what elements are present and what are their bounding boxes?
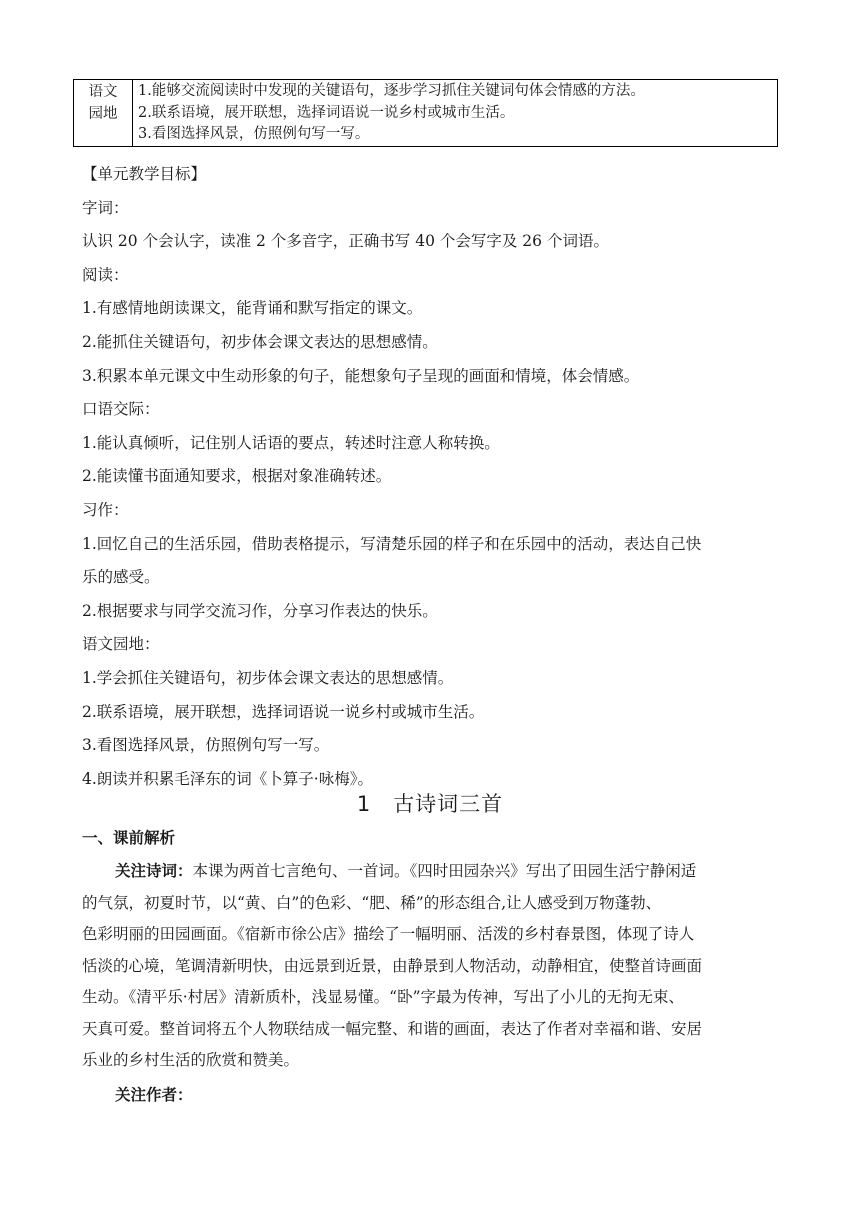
- paragraph-line: 恬淡的心境，笔调清新明快，由远景到近景，由静景到人物活动，动静相宜，使整首诗画面: [82, 956, 703, 975]
- list-item: 3.看图选择风景，仿照例句写一写。: [82, 736, 330, 755]
- paragraph-text: 本课为两首七言绝句、一首词。《四时田园杂兴》写出了田园生活宁静闲适: [192, 862, 697, 880]
- focus-poems-label: 关注诗词：: [115, 862, 193, 880]
- table-item: 2.联系语境，展开联想，选择词语说一说乡村或城市生活。: [138, 104, 515, 121]
- list-item: 2.能抓住关键语句，初步体会课文表达的思想感情。: [82, 332, 438, 351]
- list-item: 4.朗读并积累毛泽东的词《卜算子·咏梅》。: [82, 769, 373, 788]
- list-item: 1.回忆自己的生活乐园，借助表格提示，写清楚乐园的样子和在乐园中的活动，表达自己快: [82, 534, 702, 553]
- paragraph-line: 色彩明丽的田园画面。《宿新市徐公店》描绘了一幅明丽、活泼的乡村春景图，体现了诗人: [82, 925, 695, 943]
- list-item: 1.有感情地朗读课文，能背诵和默写指定的课文。: [82, 299, 423, 318]
- table-item: 1.能够交流阅读时中发现的关键语句，逐步学习抓住关键词句体会情感的方法。: [138, 83, 645, 99]
- garden-label: 语文园地：: [82, 635, 160, 654]
- table-item: 3.看图选择风景，仿照例句写一写。: [138, 126, 370, 142]
- oral-label: 口语交际：: [82, 400, 160, 419]
- unit-goal-table: [73, 79, 778, 147]
- table-label-line: 语文: [88, 84, 118, 100]
- words-label: 字词：: [82, 198, 129, 217]
- lesson-number: 1: [356, 792, 372, 816]
- lesson-title: [0, 788, 860, 820]
- words-text: 认识 20 个会认字，读准 2 个多音字，正确书写 40 个会写字及 26 个词语。: [82, 232, 609, 251]
- list-item: 1.学会抓住关键语句，初步体会课文表达的思想感情。: [82, 668, 454, 687]
- list-item: 3.积累本单元课文中生动形象的句子，能想象句子呈现的画面和情境，体会情感。: [82, 366, 640, 385]
- list-item: 2.联系语境，展开联想，选择词语说一说乡村或城市生活。: [82, 702, 485, 721]
- table-label-line: 园地: [88, 106, 118, 122]
- table-content-cell: [133, 80, 778, 147]
- writing-label: 习作：: [82, 500, 129, 519]
- paragraph-line: 的气氛，初夏时节，以“黄、白”的色彩、“肥、稀”的形态组合,让人感受到万物蓬勃、: [82, 893, 662, 912]
- table-label-cell: [74, 80, 133, 147]
- focus-author-label: 关注作者：: [115, 1086, 193, 1104]
- lesson-title-text: 古诗词三首: [393, 792, 504, 816]
- objectives-heading: 【单元教学目标】: [82, 165, 207, 183]
- paragraph-line: 天真可爱。整首词将五个人物联结成一幅完整、和谐的画面，表达了作者对幸福和谐、安居: [82, 1019, 703, 1038]
- list-item-continuation: 乐的感受。: [82, 568, 160, 587]
- paragraph-line: [82, 856, 782, 888]
- reading-label: 阅读：: [82, 265, 129, 284]
- paragraph-line: 乐业的乡村生活的欣赏和赞美。: [82, 1051, 300, 1069]
- table-row: [74, 80, 778, 147]
- list-item: 2.根据要求与同学交流习作，分享习作表达的快乐。: [82, 601, 438, 620]
- list-item: 2.能读懂书面通知要求，根据对象准确转述。: [82, 467, 392, 486]
- list-item: 1.能认真倾听，记住别人话语的要点，转述时注意人称转换。: [82, 433, 500, 452]
- focus-poems-paragraph: [82, 856, 782, 1077]
- section-heading: 一、课前解析: [82, 829, 176, 847]
- paragraph-line: 生动。《清平乐·村居》清新质朴，浅显易懂。“卧”字最为传神，写出了小儿的无拘无束、: [82, 988, 685, 1006]
- unit-objectives: [82, 158, 782, 796]
